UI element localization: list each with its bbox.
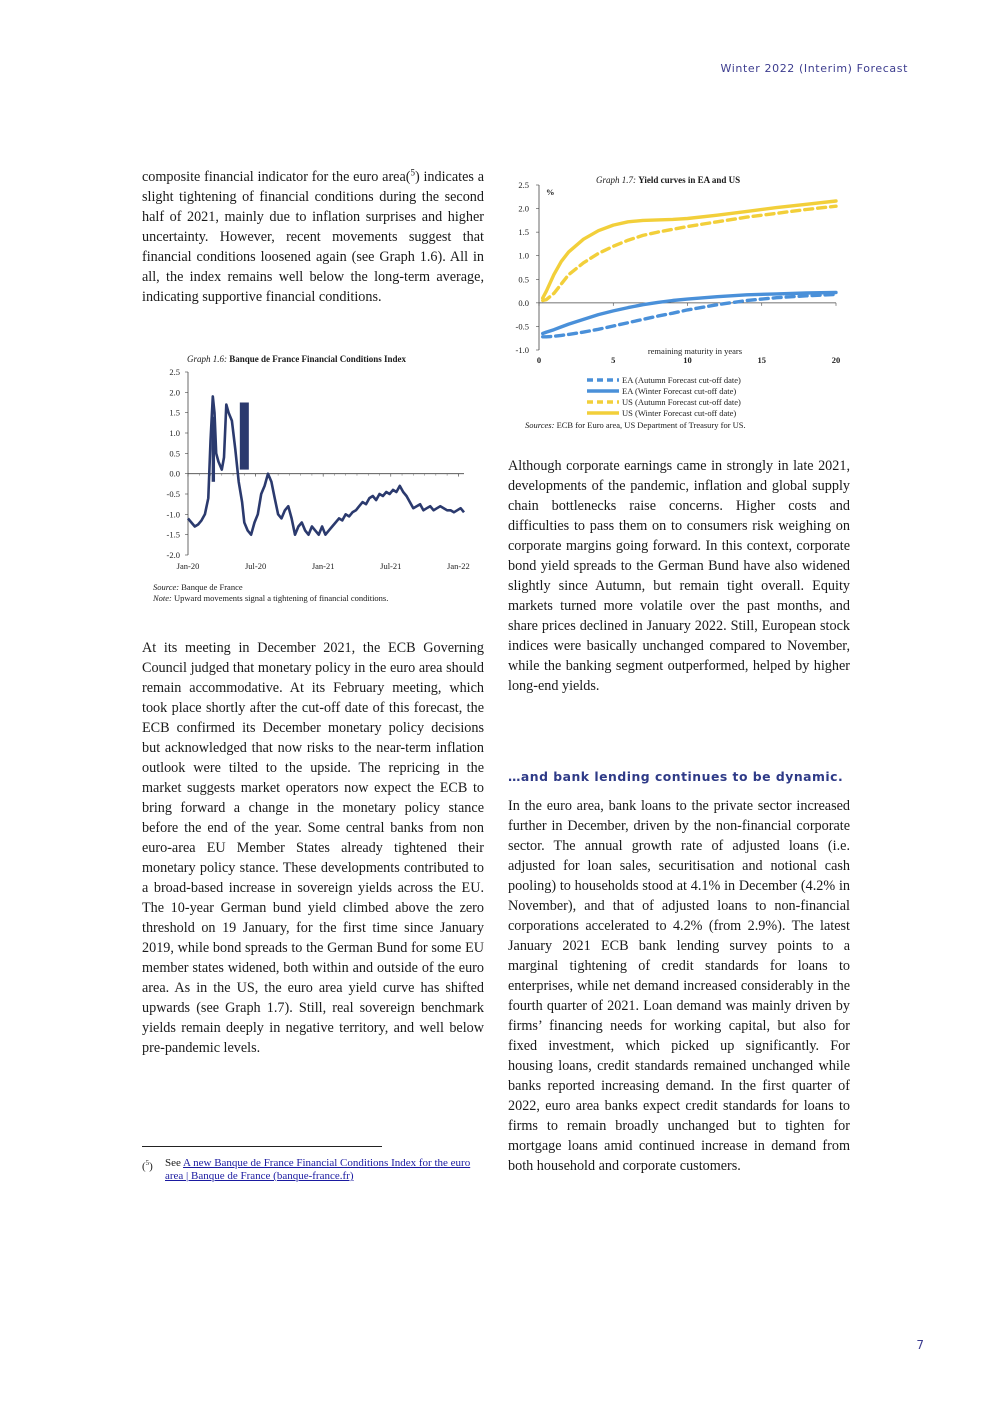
graph-1-7-title: Graph 1.7: Yield curves in EA and US [596, 175, 741, 185]
footnote-rule [142, 1146, 382, 1147]
graph-1-6-note: Note: Upward movements signal a tightening of financial conditions. [153, 593, 389, 603]
fci-y-tick-label: -2.0 [166, 550, 180, 560]
footnote-link[interactable]: A new Banque de France Financial Conditions Index for the euro area | Banque de France (banque-france.fr) [165, 1157, 471, 1182]
graph-1-6-title: Graph 1.6: Banque de France Financial Conditions Index [187, 354, 407, 364]
yield-y-tick-label: 0.0 [518, 297, 529, 308]
left-paragraph-1: composite financial indicator for the euro area($^5$) indicates a slight tightening of financial conditions during the second half of 2021, mainly due to inflation surprises and higher uncertainty. However, recent movements suggest that financial conditions loosened again (see Graph 1.6). All in all, the index remains well below the long-term average, indicating supportive financial conditions. [142, 167, 484, 305]
yield-x-tick-label: 5 [611, 355, 616, 365]
yield-series-2 [543, 206, 836, 300]
fci-x-tick-label: Jan-22 [447, 561, 470, 571]
yield-x-tick-label: 10 [683, 355, 692, 365]
fci-y-tick-label: 2.5 [169, 367, 180, 377]
yield-y-tick-label: 0.5 [518, 274, 529, 285]
page-number: 7 [916, 1338, 924, 1352]
fci-y-tick-label: 0.5 [169, 448, 180, 459]
yield-series-3 [543, 201, 836, 298]
fci-chart [142, 366, 482, 594]
legend-label: US (Winter Forecast cut-off date) [622, 408, 737, 418]
legend-label: EA (Autumn Forecast cut-off date) [622, 375, 741, 385]
graph-1-7 [508, 172, 850, 437]
yield-y-tick-label: 1.5 [518, 227, 529, 238]
section-heading: …and bank lending continues to be dynamic. [508, 769, 844, 784]
yield-x-tick-label: 15 [757, 355, 766, 365]
fci-x-tick-label: Jan-21 [311, 561, 335, 571]
fci-x-tick-label: Jan-20 [176, 561, 200, 571]
legend-label: US (Autumn Forecast cut-off date) [622, 397, 741, 407]
yield-chart [508, 172, 850, 422]
fci-y-tick-label: -1.0 [166, 509, 180, 520]
yield-y-tick-label: 1.0 [518, 250, 529, 261]
left-paragraph-2: At its meeting in December 2021, the ECB Governing Council judged that monetary policy in the euro area should remain accommodative. At its February meeting, which took place shortly after the cut-off date of this forecast, the ECB confirmed its December monetary policy decisions but acknowledged that now risks to the near-term inflation outlook were tilted to the upside. The repricing in the market suggests market operators now expect the ECB to bring forward a change in the monetary policy stance before the end of the year. Some central banks from non euro-area EU Member States already tightened their monetary policy stance. These developments contributed to a broad-based increase in sovereign yields across the EU. The 10-year German bund yield climbed above the zero threshold on 19 January, for the first time since January 2019, while bond spreads to the German Bund for some EU member states widened, both within and outside of the euro area. As in the US, the euro area yield curve has shifted upwards (see Graph 1.7). Still, real sovereign benchmark yields remain deeply in negative territory, and well below pre-pandemic levels. [142, 640, 484, 1056]
fci-y-tick-label: 0.0 [169, 468, 180, 479]
fci-y-tick-label: 2.0 [169, 387, 180, 398]
fci-y-tick-label: 1.0 [169, 428, 180, 438]
graph-1-7-sources: Sources: ECB for Euro area, US Department of Treasury for US. [525, 420, 746, 430]
fci-series-line [188, 396, 464, 534]
yield-series-0 [543, 294, 836, 336]
footnote: ($^5$) See A new Banque de France Financial Conditions Index for the euro area | Banque de France (banque-france.fr) [142, 1157, 471, 1182]
yield-y-tick-label: 2.5 [518, 180, 529, 190]
fci-y-tick-label: -1.5 [166, 529, 180, 540]
yield-y-unit-label: % [546, 187, 555, 197]
fci-y-tick-label: -0.5 [166, 489, 180, 499]
yield-x-tick-label: 20 [831, 355, 841, 365]
fci-x-tick-label: Jul-21 [380, 561, 402, 571]
fci-x-tick-label: Jul-20 [244, 561, 267, 571]
fci-volatility-band [240, 403, 249, 470]
yield-series-1 [543, 293, 836, 334]
fci-volatility-band [212, 417, 215, 482]
yield-y-tick-label: 2.0 [518, 203, 529, 214]
right-paragraph-1: Although corporate earnings came in strongly in late 2021, developments of the pandemic, inflation and global supply chain bottlenecks raise concerns. Higher costs and difficulties to pass them on to consumers risk weighing on corporate margins going forward. In this context, corporate bond yield spreads to the German Bund have also widened slightly since Autumn, but remain tight overall. Equity markets turned more volatile over the past months, and share prices declined in January 2022. Still, European stock indices were basically unchanged compared to November, while the banking segment outperformed, helped by higher long-end yields. [508, 458, 850, 694]
fci-y-tick-label: 1.5 [169, 407, 180, 418]
graph-1-6 [142, 352, 482, 612]
legend-label: EA (Winter Forecast cut-off date) [622, 386, 737, 396]
running-title: Winter 2022 (Interim) Forecast [720, 62, 908, 75]
graph-1-6-source: Source: Banque de France [153, 582, 243, 592]
right-paragraph-2: In the euro area, bank loans to the private sector increased further in December, driven by the non-financial corporate sector. The annual growth rate of adjusted loans (i.e. adjusted for loan sales, securitisation and notional cash pooling) to households stood at 4.1% in December (4.2% in November), and that of adjusted loans to non-financial corporations accelerated to 4.2% (from 2.9%). The latest January 2021 ECB bank lending survey points to a marginal tightening of credit standards for loans to enterprises, while net demand increased considerably in the fourth quarter of 2021. Loan demand was mainly driven by firms’ financing needs for working capital, but also for fixed investment, which picked up significantly. For housing loans, credit standards remained unchanged while banks reported increasing demand. In the first quarter of 2022, euro area banks expect credit standards for loans to firms to remain broadly unchanged but to tighten for mortgage loans amid continued increase in demand from both household and corporate customers. [508, 798, 850, 1174]
yield-y-tick-label: -0.5 [515, 321, 529, 332]
yield-x-tick-label: 0 [536, 355, 542, 365]
yield-x-axis-label: remaining maturity in years [647, 346, 743, 356]
yield-y-tick-label: -1.0 [515, 345, 529, 355]
footnote-ref[interactable]: 5 [410, 167, 415, 178]
